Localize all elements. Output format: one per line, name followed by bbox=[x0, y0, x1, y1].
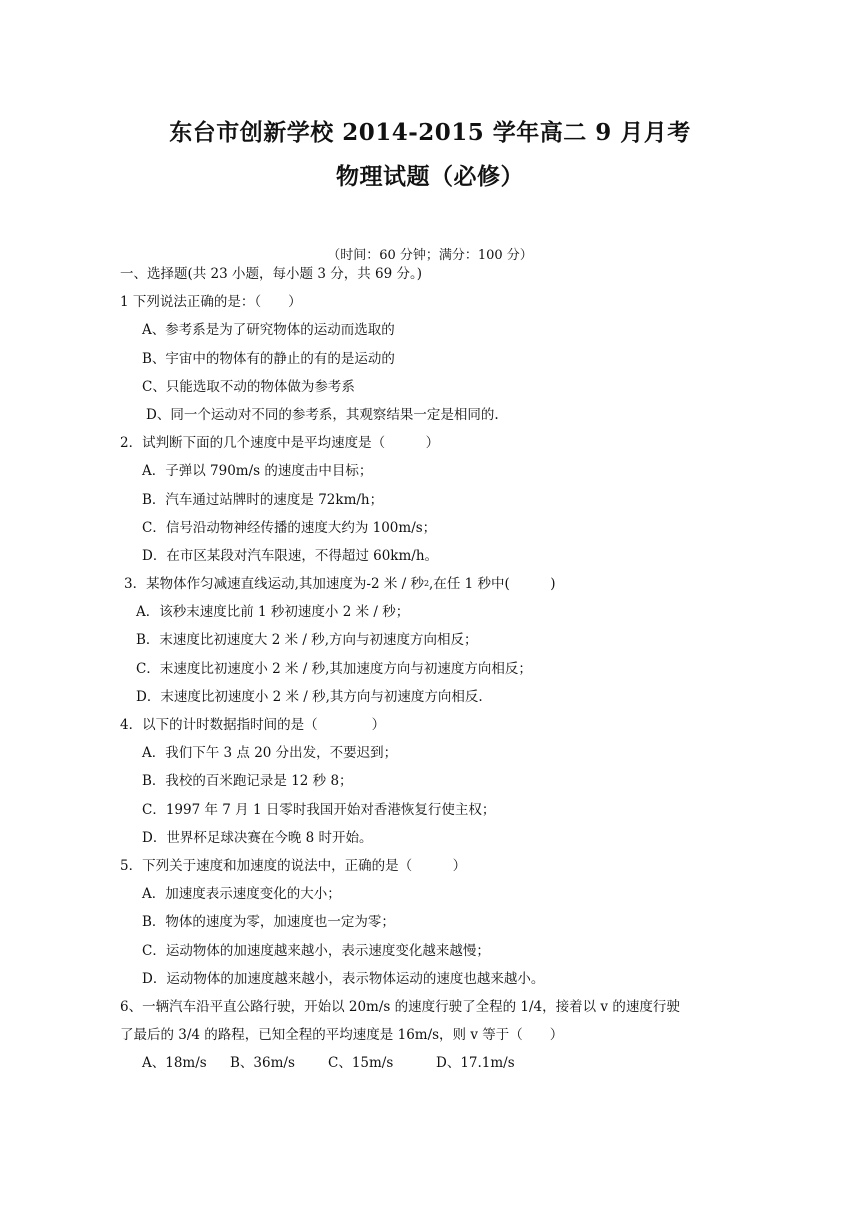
question-5-option-a: A．加速度表示速度变化的大小； bbox=[142, 886, 341, 903]
question-3-option-d: D．末速度比初速度小 2 米 / 秒,其方向与初速度方向相反. bbox=[136, 688, 483, 705]
question-3-option-a: A．该秒末速度比前 1 秒初速度小 2 米 / 秒； bbox=[136, 604, 410, 621]
question-5-stem: 5．下列关于速度和加速度的说法中，正确的是（ ） bbox=[120, 857, 467, 874]
question-2-option-d: D．在市区某段对汽车限速，不得超过 60km/h。 bbox=[142, 547, 439, 564]
exam-subtitle: 物理试题（必修） bbox=[336, 163, 524, 190]
exam-title: 东台市创新学校 2014-2015 学年高二 9 月月考 bbox=[169, 119, 691, 146]
question-6-stem-line-1: 6、一辆汽车沿平直公路行驶，开始以 20m/s 的速度行驶了全程的 1/4，接着以 v 的速度行驶 bbox=[120, 998, 680, 1015]
question-2-option-c: C．信号沿动物神经传播的速度大约为 100m/s； bbox=[142, 519, 437, 536]
question-1-option-b: B、宇宙中的物体有的静止的有的是运动的 bbox=[142, 350, 395, 367]
exam-time-score: （时间：60 分钟；满分：100 分） bbox=[327, 248, 533, 263]
question-6-option-d: D、17.1m/s bbox=[436, 1055, 515, 1072]
question-4-option-d: D．世界杯足球决赛在今晚 8 时开始。 bbox=[142, 829, 373, 846]
question-6-option-a: A、18m/s bbox=[142, 1055, 207, 1072]
question-2-option-a: A．子弹以 790m/s 的速度击中目标； bbox=[142, 463, 373, 480]
question-1-option-d: D、同一个运动对不同的参考系，其观察结果一定是相同的. bbox=[146, 406, 499, 423]
question-4-option-a: A．我们下午 3 点 20 分出发，不要迟到； bbox=[142, 745, 398, 762]
question-5-option-d: D．运动物体的加速度越来越小，表示物体运动的速度也越来越小。 bbox=[142, 970, 545, 987]
question-5-option-b: B．物体的速度为零，加速度也一定为零； bbox=[142, 914, 395, 931]
question-3-stem bbox=[120, 574, 760, 602]
question-1-option-a: A、参考系是为了研究物体的运动而选取的 bbox=[142, 322, 395, 339]
question-6-option-c: C、15m/s bbox=[328, 1055, 394, 1072]
question-6-options bbox=[120, 1053, 760, 1081]
question-4-option-b: B．我校的百米跑记录是 12 秒 8； bbox=[142, 773, 353, 790]
question-5-option-c: C．运动物体的加速度越来越小，表示速度变化越来越慢； bbox=[142, 942, 490, 959]
question-3-stem-text: 3．某物体作匀减速直线运动,其加速度为-2 米 / 秒 bbox=[124, 576, 424, 593]
question-4-stem: 4．以下的计时数据指时间的是（ ） bbox=[120, 717, 386, 733]
question-3-stem-tail: ,在任 1 秒中( ) bbox=[429, 576, 556, 593]
question-3-exponent: 2 bbox=[423, 579, 430, 589]
question-3-option-b: B．末速度比初速度大 2 米 / 秒,方向与初速度方向相反； bbox=[136, 632, 478, 649]
question-4-option-c: C．1997 年 7 月 1 日零时我国开始对香港恢复行使主权； bbox=[142, 801, 496, 818]
section-heading: 一、选择题(共 23 小题，每小题 3 分，共 69 分。) bbox=[120, 266, 422, 282]
question-2-option-b: B．汽车通过站牌时的速度是 72km/h； bbox=[142, 491, 384, 508]
question-1-stem: 1 下列说法正确的是：（ ） bbox=[120, 294, 302, 311]
question-6-option-b: B、36m/s bbox=[230, 1055, 295, 1072]
question-list bbox=[120, 264, 760, 1081]
question-2-stem: 2．试判断下面的几个速度中是平均速度是（ ） bbox=[120, 435, 440, 452]
question-6-stem-line-2: 了最后的 3/4 的路程，已知全程的平均速度是 16m/s，则 v 等于（ ） bbox=[120, 1027, 564, 1044]
question-1-option-c: C、只能选取不动的物体做为参考系 bbox=[142, 378, 355, 395]
question-3-option-c: C．末速度比初速度小 2 米 / 秒,其加速度方向与初速度方向相反； bbox=[136, 660, 532, 677]
